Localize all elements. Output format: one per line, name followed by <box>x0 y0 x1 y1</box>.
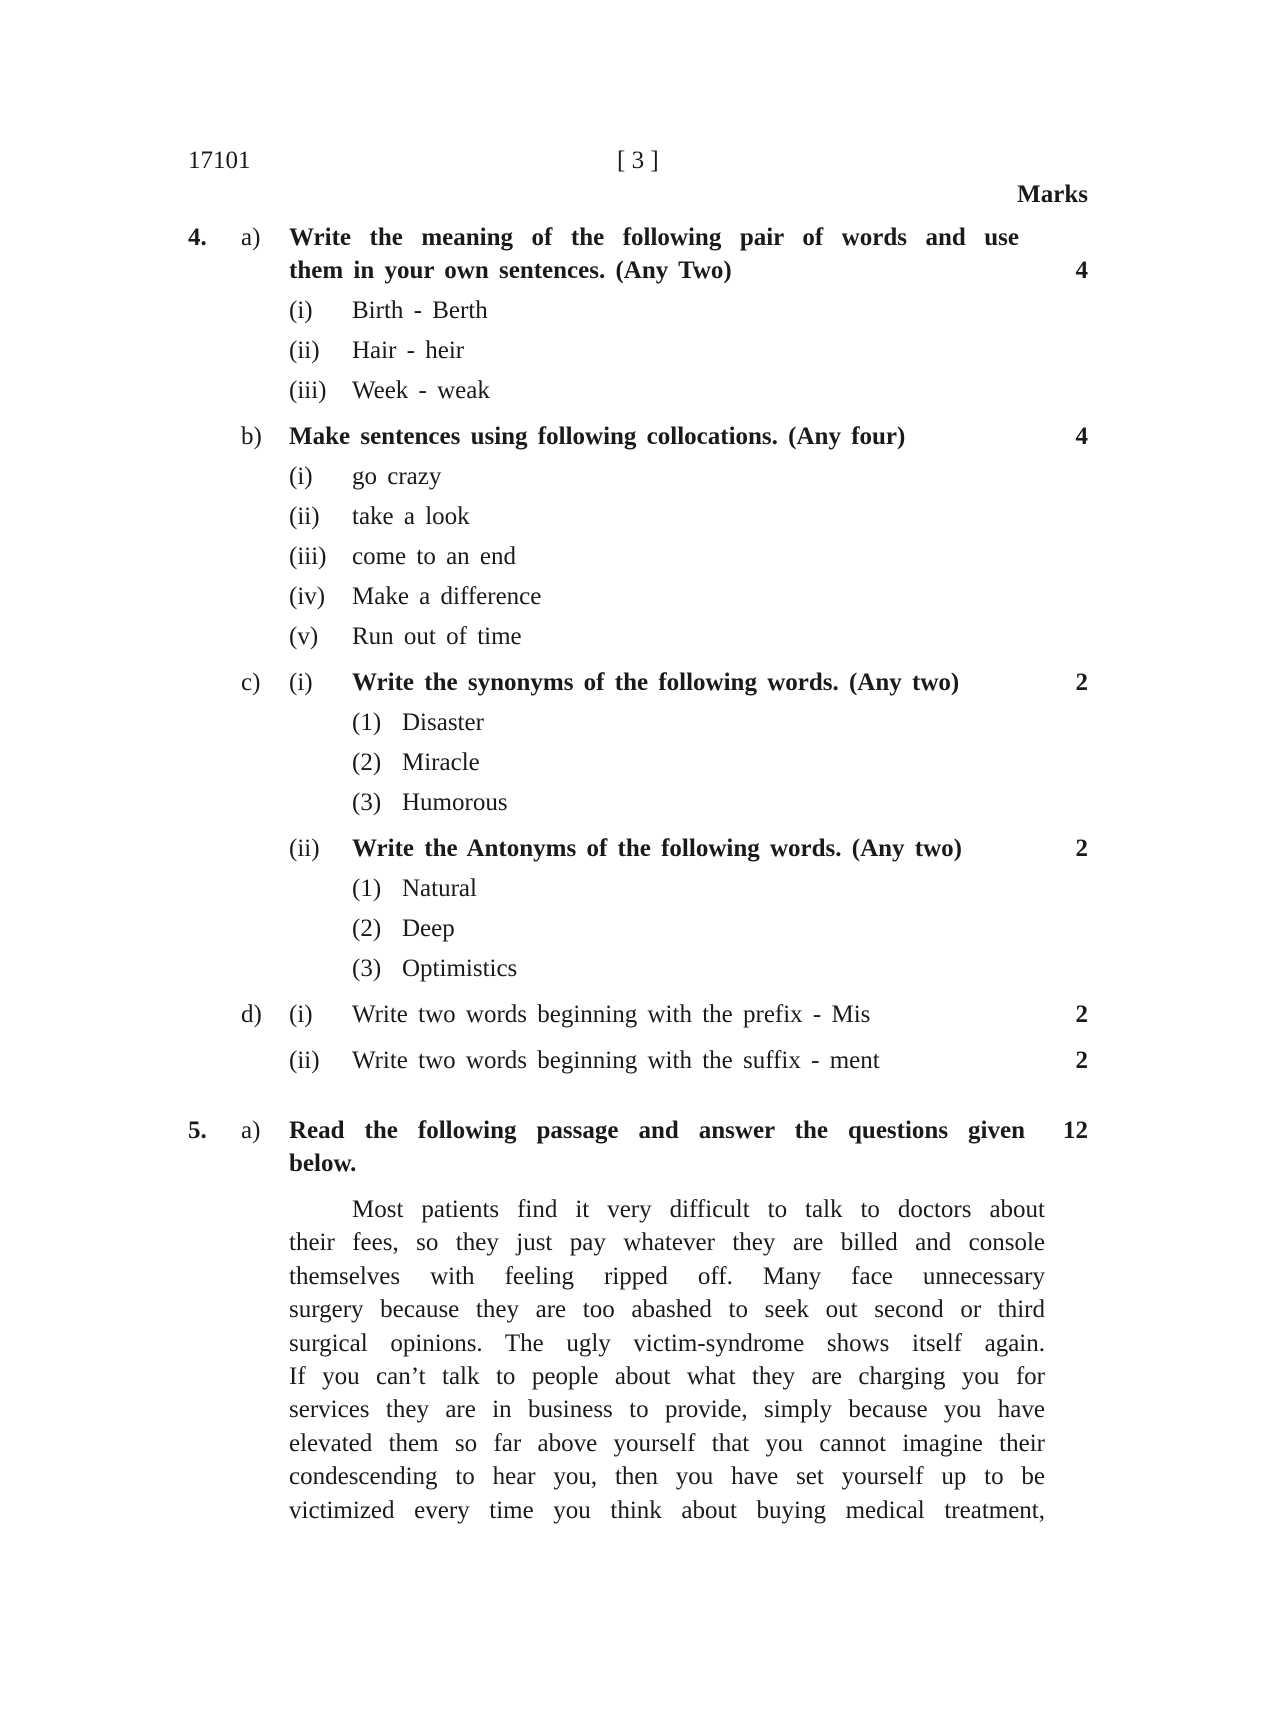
q4c-ii-item-text: Deep <box>402 915 455 942</box>
q4a-item-text: Hair - heir <box>352 337 465 364</box>
q4c-ii-item-text: Natural <box>402 875 477 902</box>
q4c-ii-item-num: (2) <box>352 915 382 942</box>
q4a-question-line1: Write the meaning of the following pair of words and use <box>289 224 1019 251</box>
q4a-item-text: Week - weak <box>352 377 490 404</box>
q5a-question-line2: below. <box>289 1150 357 1177</box>
q4c-i-item-text: Disaster <box>402 709 484 736</box>
q4c-i-item-text: Miracle <box>402 749 480 776</box>
q4c-ii-question: Write the Antonyms of the following words. (Any two) <box>352 835 962 862</box>
q4c-i-item-num: (2) <box>352 749 382 776</box>
q4b-question: Make sentences using following collocations. (Any four) <box>289 423 906 450</box>
q4a-label: a) <box>241 224 261 251</box>
q4a-item-num: (iii) <box>289 377 327 404</box>
q4a-item-text: Birth - Berth <box>352 297 488 324</box>
q4c-i-item-num: (3) <box>352 789 382 816</box>
q4b-item-num: (iv) <box>289 583 326 610</box>
q4d-label: d) <box>241 1001 262 1028</box>
q4b-item-num: (ii) <box>289 503 320 530</box>
q4c-i-item-text: Humorous <box>402 789 508 816</box>
passage-line: Most patients find it very difficult to talk to doctors about <box>352 1196 1045 1223</box>
passage-line: condescending to hear you, then you have set yourself up to be <box>289 1463 1045 1491</box>
q4b-item-text: come to an end <box>352 543 517 570</box>
q4c-i-marks: 2 <box>1075 669 1088 696</box>
q4c-ii-item-num: (3) <box>352 955 382 982</box>
q5a-question-line1: Read the following passage and answer the questions given <box>289 1117 1025 1144</box>
q4a-item-num: (i) <box>289 297 313 324</box>
q4c-label: c) <box>241 669 261 696</box>
q4c-i-num: (i) <box>289 669 313 696</box>
reading-passage <box>289 1193 1045 1527</box>
page-number: [ 3 ] <box>617 147 659 174</box>
q4a-marks: 4 <box>1075 257 1088 284</box>
passage-line: If you can’t talk to people about what they are charging you for <box>289 1362 1045 1390</box>
q4b-label: b) <box>241 423 262 450</box>
q4b-item-num: (iii) <box>289 543 327 570</box>
q5a-label: a) <box>241 1117 261 1144</box>
passage-line: elevated them so far above yourself that you cannot imagine their <box>289 1429 1045 1457</box>
q4a-question-line2: them in your own sentences. (Any Two) <box>289 257 732 284</box>
q4c-ii-item-num: (1) <box>352 875 382 902</box>
q4d-ii-marks: 2 <box>1075 1047 1088 1074</box>
q4b-item-text: Make a difference <box>352 583 542 610</box>
q5a-marks: 12 <box>1063 1117 1088 1144</box>
q4b-item-num: (i) <box>289 463 313 490</box>
q4d-ii-text: Write two words beginning with the suffix - ment <box>352 1047 880 1074</box>
q4c-i-item-num: (1) <box>352 709 382 736</box>
question-5-number: 5. <box>188 1117 207 1144</box>
passage-line: surgery because they are too abashed to seek out second or third <box>289 1296 1045 1324</box>
marks-heading: Marks <box>1017 181 1088 208</box>
q4b-item-num: (v) <box>289 623 319 650</box>
passage-line: their fees, so they just pay whatever they are billed and console <box>289 1229 1045 1257</box>
q4d-ii-num: (ii) <box>289 1047 320 1074</box>
passage-line: themselves with feeling ripped off. Many face unnecessary <box>289 1262 1045 1290</box>
q4c-ii-num: (ii) <box>289 835 320 862</box>
question-4-number: 4. <box>188 224 207 251</box>
passage-line: services they are in business to provide, simply because you have <box>289 1396 1045 1424</box>
q4c-ii-item-text: Optimistics <box>402 955 518 982</box>
q4b-item-text: go crazy <box>352 463 442 490</box>
q4c-i-question: Write the synonyms of the following words. (Any two) <box>352 669 960 696</box>
paper-code: 17101 <box>188 147 251 174</box>
q4b-item-text: Run out of time <box>352 623 522 650</box>
passage-line: victimized every time you think about buying medical treatment, <box>289 1496 1045 1524</box>
q4b-item-text: take a look <box>352 503 470 530</box>
q4d-i-marks: 2 <box>1075 1001 1088 1028</box>
q4a-item-num: (ii) <box>289 337 320 364</box>
q4d-i-text: Write two words beginning with the prefix - Mis <box>352 1001 871 1028</box>
q4c-ii-marks: 2 <box>1075 835 1088 862</box>
q4d-i-num: (i) <box>289 1001 313 1028</box>
q4b-marks: 4 <box>1075 423 1088 450</box>
passage-line: surgical opinions. The ugly victim-syndrome shows itself again. <box>289 1329 1045 1357</box>
